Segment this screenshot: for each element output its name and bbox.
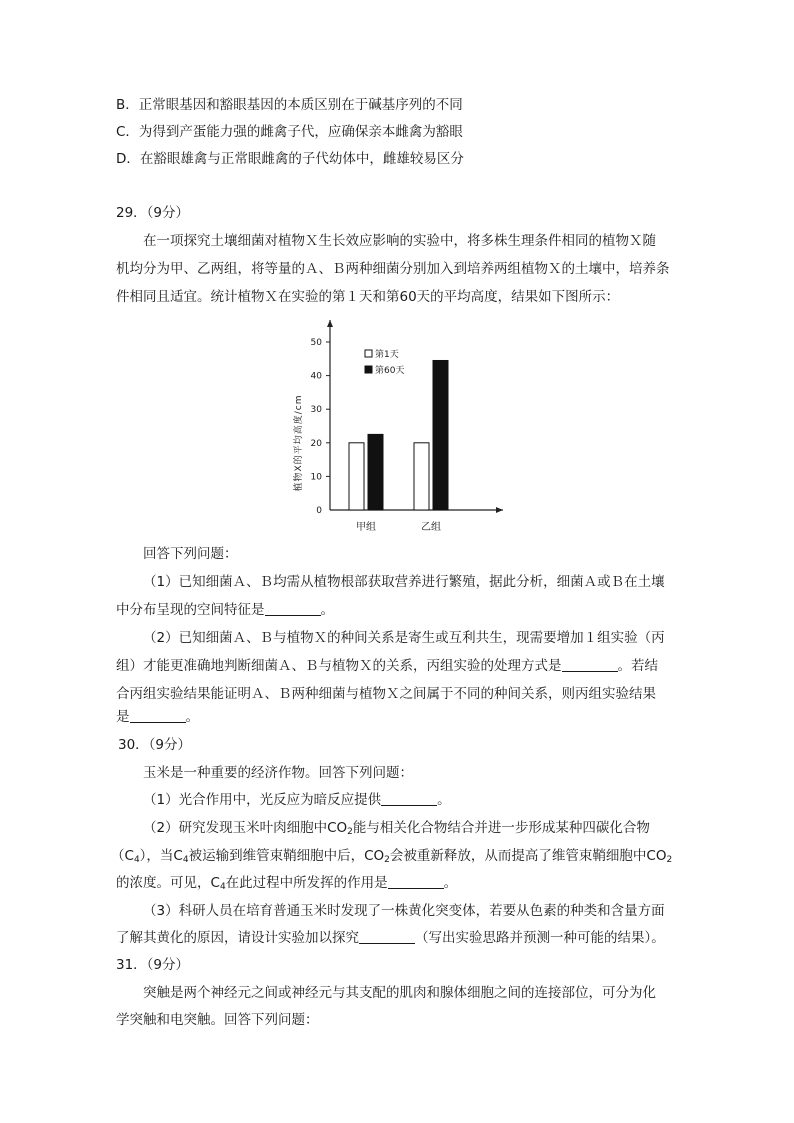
q31-intro-1: 突触是两个神经元之间或神经元与其支配的肌肉和腺体细胞之间的连接部位，可分为化 [143, 985, 656, 1001]
q30-intro: 玉米是一种重要的经济作物。回答下列问题： [143, 765, 413, 781]
option-d: D．在豁眼雄禽与正常眼雌禽的子代幼体中，雌雄较易区分 [116, 151, 464, 167]
q29-sub2-b: 组）才能更准确地判断细菌Ａ、Ｂ与植物Ｘ的关系，丙组实验的处理方式是 。若结 [116, 658, 658, 674]
q30-sub3-b: 了解其黄化的原因，请设计实验加以探究 （写出实验思路并预测一种可能的结果）。 [116, 930, 665, 946]
option-c: C．为得到产蛋能力强的雌禽子代，应确保亲本雌禽为豁眼 [116, 124, 463, 140]
y-tick-label: 10 [310, 472, 322, 483]
q29-sub1-b: 中分布呈现的空间特征是 。 [116, 602, 334, 618]
q29-sub1-a: （1）已知细菌Ａ、Ｂ均需从植物根部获取营养进行繁殖，据此分析，细菌Ａ或Ｂ在土壤 [143, 574, 665, 590]
chart-y-ticks [311, 338, 330, 516]
legend-label: 第1天 [375, 350, 399, 360]
q29-intro-1: 在一项探究土壤细菌对植物Ｘ生长效应影响的实验中，将多株生理条件相同的植物Ｘ随 [143, 233, 656, 249]
category-label: 乙组 [421, 522, 441, 533]
q29-sub2-a: （2）已知细菌Ａ、Ｂ与植物Ｘ的种间关系是寄生或互利共生，现需要增加１组实验（丙 [143, 630, 665, 646]
answer-blank[interactable] [359, 929, 415, 944]
y-tick-label: 20 [310, 438, 322, 449]
option-b: B．正常眼基因和豁眼基因的本质区别在于碱基序列的不同 [116, 97, 463, 113]
legend-label: 第60天 [375, 366, 405, 376]
bar [433, 360, 448, 510]
bar-chart [285, 308, 515, 540]
y-tick-label: 30 [310, 405, 322, 416]
legend-swatch [365, 350, 372, 357]
q29-sub2-d: 是 。 [116, 709, 199, 725]
y-tick-label: 0 [316, 506, 322, 516]
q31-intro-2: 学突触和电突触。回答下列问题： [116, 1012, 319, 1028]
q30-header: 30．（9分） [118, 737, 192, 753]
y-tick-label: 50 [310, 338, 322, 348]
chart-y-label: 植物X的平均高度/cm [294, 394, 304, 492]
q31-header: 31．（9分） [116, 957, 190, 973]
q30-sub2-a: （2）研究发现玉米叶肉细胞中$CO_2$能与相关化合物结合并进一步形成某种四碳化合物 [143, 820, 650, 837]
q29-intro-2: 机均分为甲、乙两组，将等量的Ａ、Ｂ两种细菌分别加入到培养两组植物Ｘ的土壤中，培养条 [116, 261, 670, 277]
chart-bars [349, 360, 448, 510]
q30-sub2-b: $(C_4)$，当$C_4$被运输到维管束鞘细胞中后，$CO_2$会被重新释放，从而提高了维管束鞘细胞中$CO_2$ [111, 848, 673, 865]
answer-blank[interactable] [381, 791, 437, 806]
bar [349, 443, 364, 510]
x-axis-arrow [496, 507, 503, 513]
chart-legend [365, 348, 404, 376]
q30-sub1: （1）光合作用中，光反应为暗反应提供 。 [143, 792, 451, 808]
category-label: 甲组 [356, 522, 376, 533]
answer-blank[interactable] [388, 874, 444, 889]
answer-blank[interactable] [130, 708, 186, 723]
q30-sub3-a: （3）科研人员在培育普通玉米时发现了一株黄化突变体，若要从色素的种类和含量方面 [143, 903, 665, 919]
legend-swatch [365, 366, 372, 373]
y-axis-arrow [327, 320, 333, 327]
q29-header: 29．（9分） [116, 205, 190, 221]
q29-prompt: 回答下列问题： [143, 546, 238, 562]
y-tick-label: 40 [310, 371, 322, 382]
q29-sub2-c: 合丙组实验结果能证明Ａ、Ｂ两种细菌与植物Ｘ之间属于不同的种间关系，则丙组实验结果 [116, 686, 656, 702]
bar [414, 443, 429, 510]
answer-blank[interactable] [265, 601, 321, 616]
answer-blank[interactable] [562, 657, 618, 672]
q30-sub2-c: 的浓度。可见，$C_4$在此过程中所发挥的作用是 。 [116, 875, 458, 892]
q29-intro-3: 件相同且适宜。统计植物Ｘ在实验的第１天和第60天的平均高度，结果如下图所示： [116, 289, 620, 305]
bar [368, 434, 383, 510]
chart-category-labels [356, 521, 441, 533]
